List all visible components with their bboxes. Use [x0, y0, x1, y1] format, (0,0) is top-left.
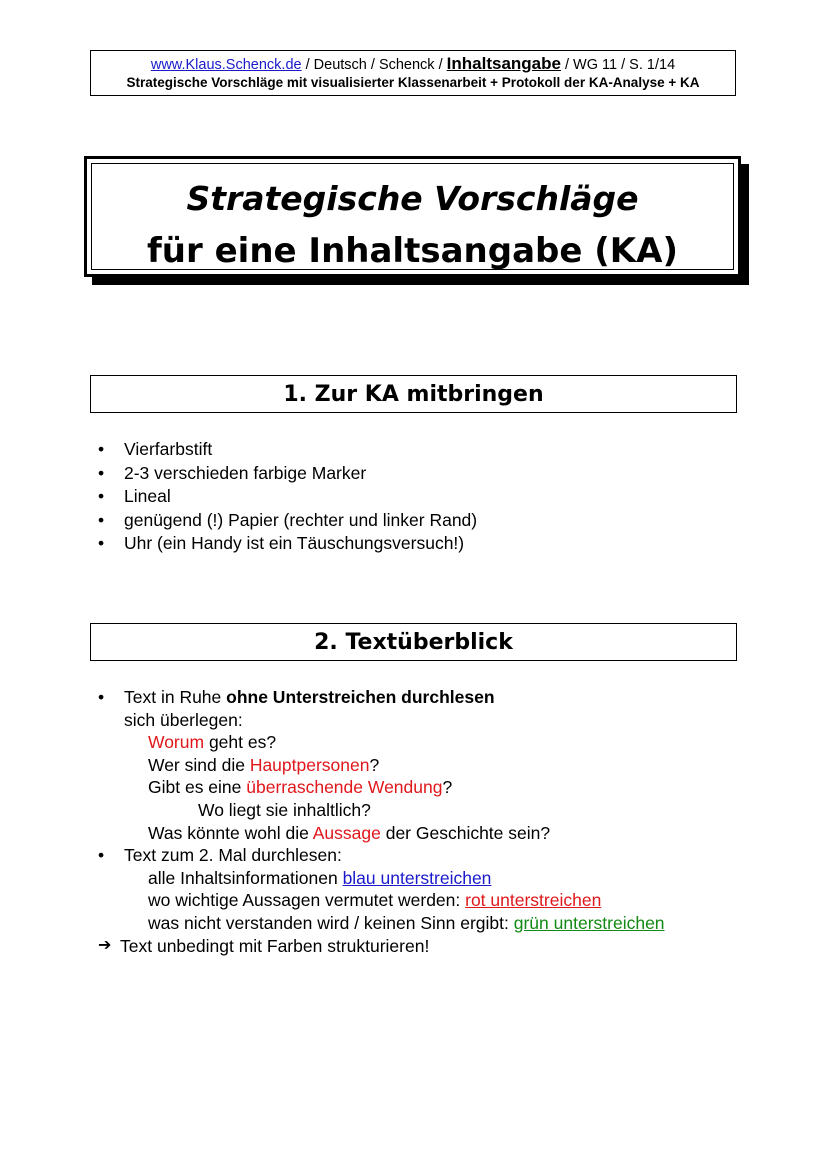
text: Was könnte wohl die — [148, 822, 313, 843]
header-subtitle: Strategische Vorschläge mit visualisierter Klassenarbeit + Protokoll der KA-Analyse + KA — [126, 75, 700, 90]
bold-text: ohne Unterstreichen durchlesen — [226, 687, 495, 707]
title-line-2: für eine Inhaltsangabe (KA) — [147, 231, 678, 271]
text: Text in Ruhe — [124, 687, 227, 707]
title-box — [84, 156, 741, 277]
blue-underline-text: blau unterstreichen — [342, 867, 492, 888]
question-2 — [98, 754, 665, 777]
text: der Geschichte sein? — [380, 822, 551, 843]
text: Wer sind die — [148, 754, 250, 775]
header-breadcrumb — [91, 55, 735, 74]
section-2-heading: 2. Textüberblick — [90, 623, 737, 661]
arrow-right-icon: ➔ — [98, 936, 112, 954]
title-inner-frame — [91, 163, 734, 270]
text: geht es? — [204, 732, 277, 753]
breadcrumb-mid: / Deutsch / Schenck / — [301, 57, 447, 73]
red-underline-text: rot unterstreichen — [465, 890, 602, 911]
breadcrumb-end: / WG 11 / S. 1/14 — [560, 57, 676, 73]
question-3 — [98, 776, 665, 799]
bullet-marker: • — [98, 845, 105, 866]
green-underline-text: grün unterstreichen — [513, 912, 665, 933]
text: Text zum 2. Mal durchlesen: — [124, 845, 342, 866]
text: ? — [369, 754, 380, 775]
text: wo wichtige Aussagen vermutet werden: — [148, 890, 466, 911]
bullet-second-read — [98, 844, 665, 867]
red-keyword: Worum — [148, 732, 205, 753]
color-rule-green — [98, 912, 665, 935]
list-item: • Vierfarbstift — [98, 438, 477, 462]
list-item: • Lineal — [98, 485, 477, 509]
question-1 — [98, 731, 665, 754]
question-5 — [98, 822, 665, 845]
list-item: • genügend (!) Papier (rechter und linker Rand) — [98, 509, 477, 533]
section-2-content — [98, 686, 665, 957]
bullet-read-calmly — [98, 686, 665, 709]
conclusion — [98, 935, 665, 958]
website-link[interactable]: www.Klaus.Schenck.de — [150, 57, 302, 73]
list-item: • 2-3 verschieden farbige Marker — [98, 462, 477, 486]
text: Text unbedingt mit Farben strukturieren! — [120, 935, 430, 956]
red-keyword: Hauptpersonen — [249, 754, 370, 775]
question-4: Wo liegt sie inhaltlich? — [198, 799, 371, 820]
red-keyword: Aussage — [312, 822, 381, 843]
red-keyword: überraschende Wendung — [246, 777, 443, 798]
text: Gibt es eine — [148, 777, 247, 798]
section-1-list — [98, 438, 477, 556]
text: was nicht verstanden wird / keinen Sinn ergibt: — [148, 912, 514, 933]
sub-line: sich überlegen: — [124, 709, 243, 730]
title-line-1: Strategische Vorschläge — [186, 179, 639, 218]
text: ? — [442, 777, 453, 798]
section-1-heading: 1. Zur KA mitbringen — [90, 375, 737, 413]
breadcrumb-topic: Inhaltsangabe — [446, 54, 561, 73]
list-item: • Uhr (ein Handy ist ein Täuschungsversuch!) — [98, 532, 477, 556]
page-header — [90, 50, 736, 96]
text: alle Inhaltsinformationen — [148, 867, 343, 888]
bullet-marker: • — [98, 687, 105, 707]
color-rule-red — [98, 889, 665, 912]
color-rule-blue — [98, 867, 665, 890]
